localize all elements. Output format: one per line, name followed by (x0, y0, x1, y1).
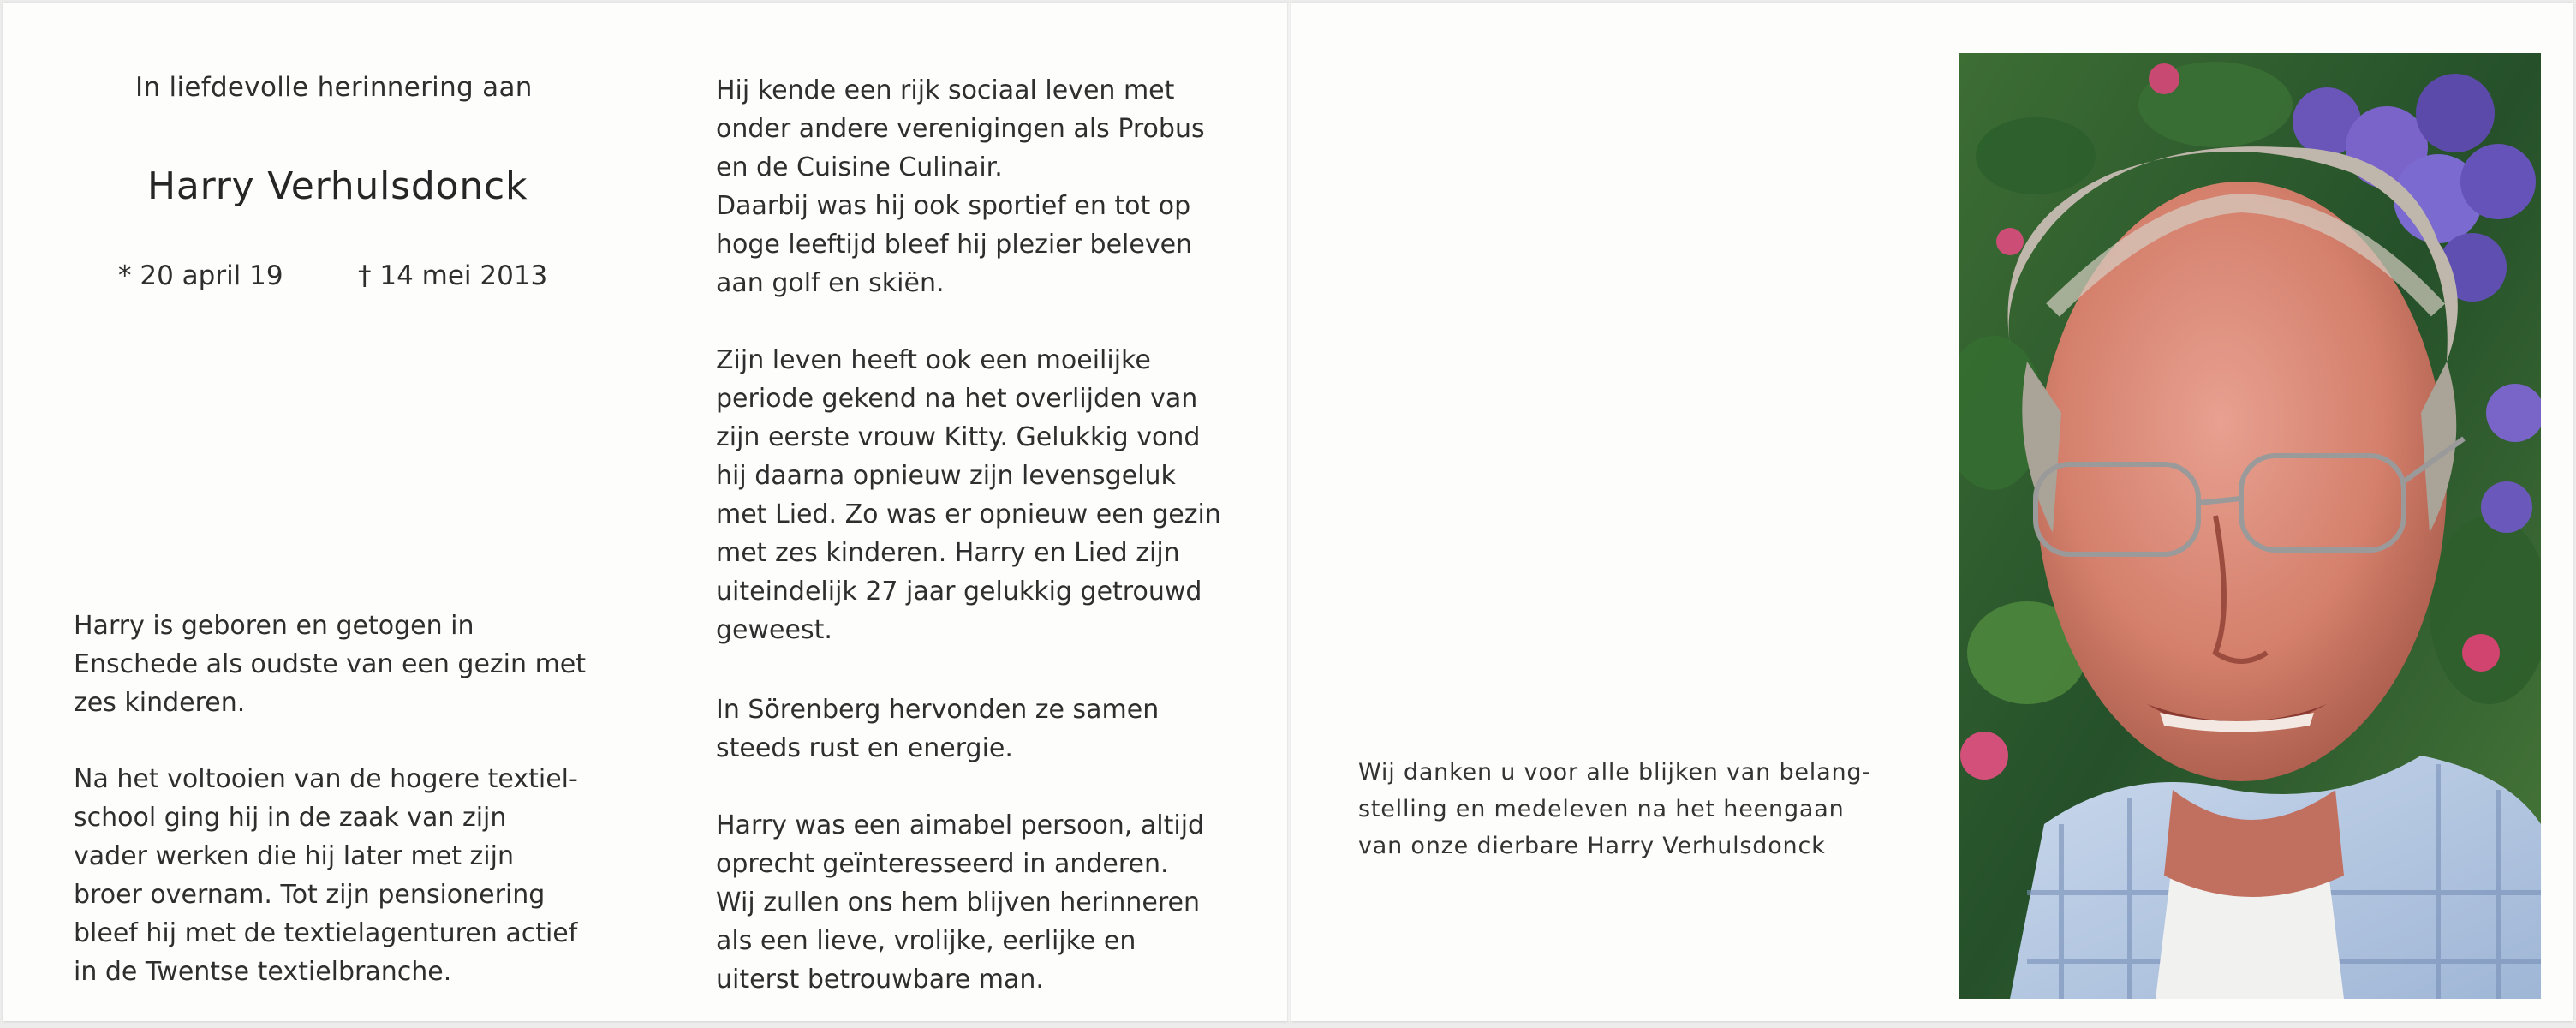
text-line: aan golf en skiën. (716, 268, 945, 298)
text-line: met Lied. Zo was er opnieuw een gezin (716, 499, 1221, 529)
thanks-message (1358, 754, 1871, 864)
text-line: Hij kende een rijk sociaal leven met (716, 75, 1175, 105)
paragraph-career (74, 760, 578, 991)
text-line: onder andere verenigingen als Probus (716, 114, 1205, 144)
text-line: steeds rust en energie. (716, 733, 1013, 763)
text-line: met zes kinderen. Harry en Lied zijn (716, 538, 1180, 568)
text-line: broer overnam. Tot zijn pensionering (74, 880, 546, 910)
text-line: uiteindelijk 27 jaar gelukkig getrouwd (716, 577, 1202, 607)
birth-date: * 20 april 19 (118, 260, 283, 291)
text-line: van onze dierbare Harry Verhulsdonck (1358, 833, 1826, 859)
text-line: zijn eerste vrouw Kitty. Gelukkig vond (716, 422, 1201, 452)
text-line: periode gekend na het overlijden van (716, 384, 1198, 414)
text-line: Wij danken u voor alle blijken van belang- (1358, 759, 1871, 786)
memorial-intro: In liefdevolle herinnering aan (135, 72, 533, 103)
text-line: Na het voltooien van de hogere textiel- (74, 764, 578, 794)
text-line: in de Twentse textielbranche. (74, 957, 452, 987)
text-line: oprecht geïnteresseerd in anderen. (716, 849, 1169, 879)
text-line: zes kinderen. (74, 688, 246, 718)
text-line: geweest. (716, 615, 832, 645)
text-line: Enschede als oudste van een gezin met (74, 649, 587, 679)
text-line: school ging hij in de zaak van zijn (74, 803, 507, 833)
card-fold (1287, 3, 1291, 1021)
text-line: en de Cuisine Culinair. (716, 152, 1003, 182)
text-line: Harry was een aimabel persoon, altijd (716, 810, 1205, 840)
portrait-photo (1959, 53, 2541, 999)
text-line: Zijn leven heeft ook een moeilijke (716, 345, 1151, 375)
paragraph-social-life (716, 71, 1205, 302)
paragraph-family (716, 341, 1221, 649)
paragraph-character (716, 806, 1204, 999)
text-line: Daarbij was hij ook sportief en tot op (716, 191, 1191, 221)
death-date: † 14 mei 2013 (358, 260, 548, 291)
paragraph-sorenberg (716, 690, 1159, 768)
deceased-name: Harry Verhulsdonck (147, 164, 528, 208)
paragraph-birth (74, 607, 586, 722)
text-line: als een lieve, vrolijke, eerlijke en (716, 926, 1136, 956)
text-line: In Sörenberg hervonden ze samen (716, 695, 1160, 725)
portrait-photo-icon (1959, 53, 2541, 999)
text-line: Wij zullen ons hem blijven herinneren (716, 888, 1200, 917)
text-line: uiterst betrouwbare man. (716, 965, 1044, 995)
text-line: hoge leeftijd bleef hij plezier beleven (716, 230, 1193, 260)
text-line: bleef hij met de textielagenturen actief (74, 918, 578, 948)
text-line: Harry is geboren en getogen in (74, 611, 474, 641)
text-line: hij daarna opnieuw zijn levensgeluk (716, 461, 1176, 491)
text-line: stelling en medeleven na het heengaan (1358, 796, 1845, 822)
text-line: vader werken die hij later met zijn (74, 841, 514, 871)
